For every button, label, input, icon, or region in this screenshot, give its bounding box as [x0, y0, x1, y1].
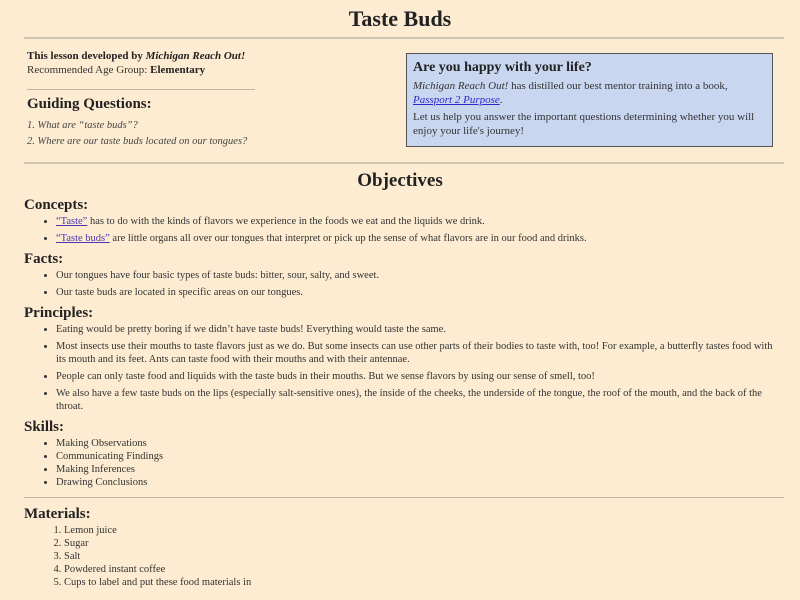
list-item: 3. Salt	[64, 550, 784, 563]
list-item: 1. Lemon juice	[64, 524, 784, 537]
age-group-value: Elementary	[150, 64, 206, 76]
list-item: • Communicating Findings	[56, 450, 784, 463]
lesson-credit: This lesson developed by Michigan Reach Out!	[27, 50, 246, 62]
guiding-question: 1. What are “taste buds”?	[27, 120, 138, 131]
promo-text-2: Let us help you answer the important questions determining whether you will enjoy your life's journey!	[413, 111, 755, 137]
divider	[24, 37, 784, 39]
promo-title: Are you happy with your life?	[413, 60, 592, 75]
list-item: • Our taste buds are located in specific areas on our tongues.	[56, 286, 784, 299]
list-item: 5. Cups to label and put these food materials in	[64, 576, 784, 589]
list-item: • We also have a few taste buds on the lips (especially salt-sensitive ones), the inside of the cheeks, the underside of the tongue, the roof of the mouth, and the back of the throat.	[56, 387, 784, 413]
concepts-heading: Concepts:	[24, 197, 89, 213]
concepts-list	[24, 215, 784, 245]
list-item: • “Taste buds” are little organs all over our tongues that interpret or pick up the sense of what flavors are in our food and drinks.	[56, 232, 784, 245]
materials-list	[24, 524, 784, 589]
list-item: 2. Sugar	[64, 537, 784, 550]
principles-heading: Principles:	[24, 305, 94, 321]
guiding-question: 2. Where are our taste buds located on our tongues?	[27, 136, 248, 147]
age-group: Recommended Age Group: Elementary	[27, 64, 206, 76]
divider	[24, 497, 784, 498]
book-link[interactable]: Passport 2 Purpose	[413, 94, 500, 106]
promo-box	[406, 53, 773, 147]
list-item: • Making Observations	[56, 437, 784, 450]
taste-buds-link[interactable]: “Taste buds”	[56, 233, 110, 244]
list-item: • People can only taste food and liquids with the taste buds in their mouths. But we sense flavors by using our sense of smell, too!	[56, 370, 784, 383]
taste-link[interactable]: “Taste”	[56, 216, 88, 227]
objectives-content	[24, 195, 784, 589]
list-item: • Eating would be pretty boring if we didn’t have taste buds! Everything would taste the same.	[56, 323, 784, 336]
skills-heading: Skills:	[24, 419, 65, 435]
principles-list	[24, 323, 784, 413]
materials-heading: Materials:	[24, 506, 91, 522]
list-item: 4. Powdered instant coffee	[64, 563, 784, 576]
page-title: Taste Buds	[348, 6, 452, 31]
objectives-title: Objectives	[357, 170, 443, 191]
list-item: • “Taste” has to do with the kinds of flavors we experience in the foods we eat and the liquids we drink.	[56, 215, 784, 228]
divider	[27, 89, 255, 90]
guiding-questions-title: Guiding Questions:	[27, 96, 152, 112]
lesson-info	[27, 49, 257, 78]
credit-org: Michigan Reach Out!	[145, 50, 246, 62]
divider	[24, 162, 784, 164]
skills-list	[24, 437, 784, 489]
list-item: • Our tongues have four basic types of taste buds: bitter, sour, salty, and sweet.	[56, 269, 784, 282]
facts-list	[24, 269, 784, 299]
list-item: • Drawing Conclusions	[56, 476, 784, 489]
list-item: • Most insects use their mouths to taste flavors just as we do. But some insects can use other parts of their bodies to taste with, too! For example, a butterfly tastes food with its mouth and its feet. Ants can taste food with their mouths and with their antennae.	[56, 340, 784, 366]
guiding-questions-list	[27, 118, 247, 150]
facts-heading: Facts:	[24, 251, 64, 267]
list-item: • Making Inferences	[56, 463, 784, 476]
promo-text: Michigan Reach Out! has distilled our best mentor training into a book, Passport 2 Purpose.	[413, 80, 728, 106]
